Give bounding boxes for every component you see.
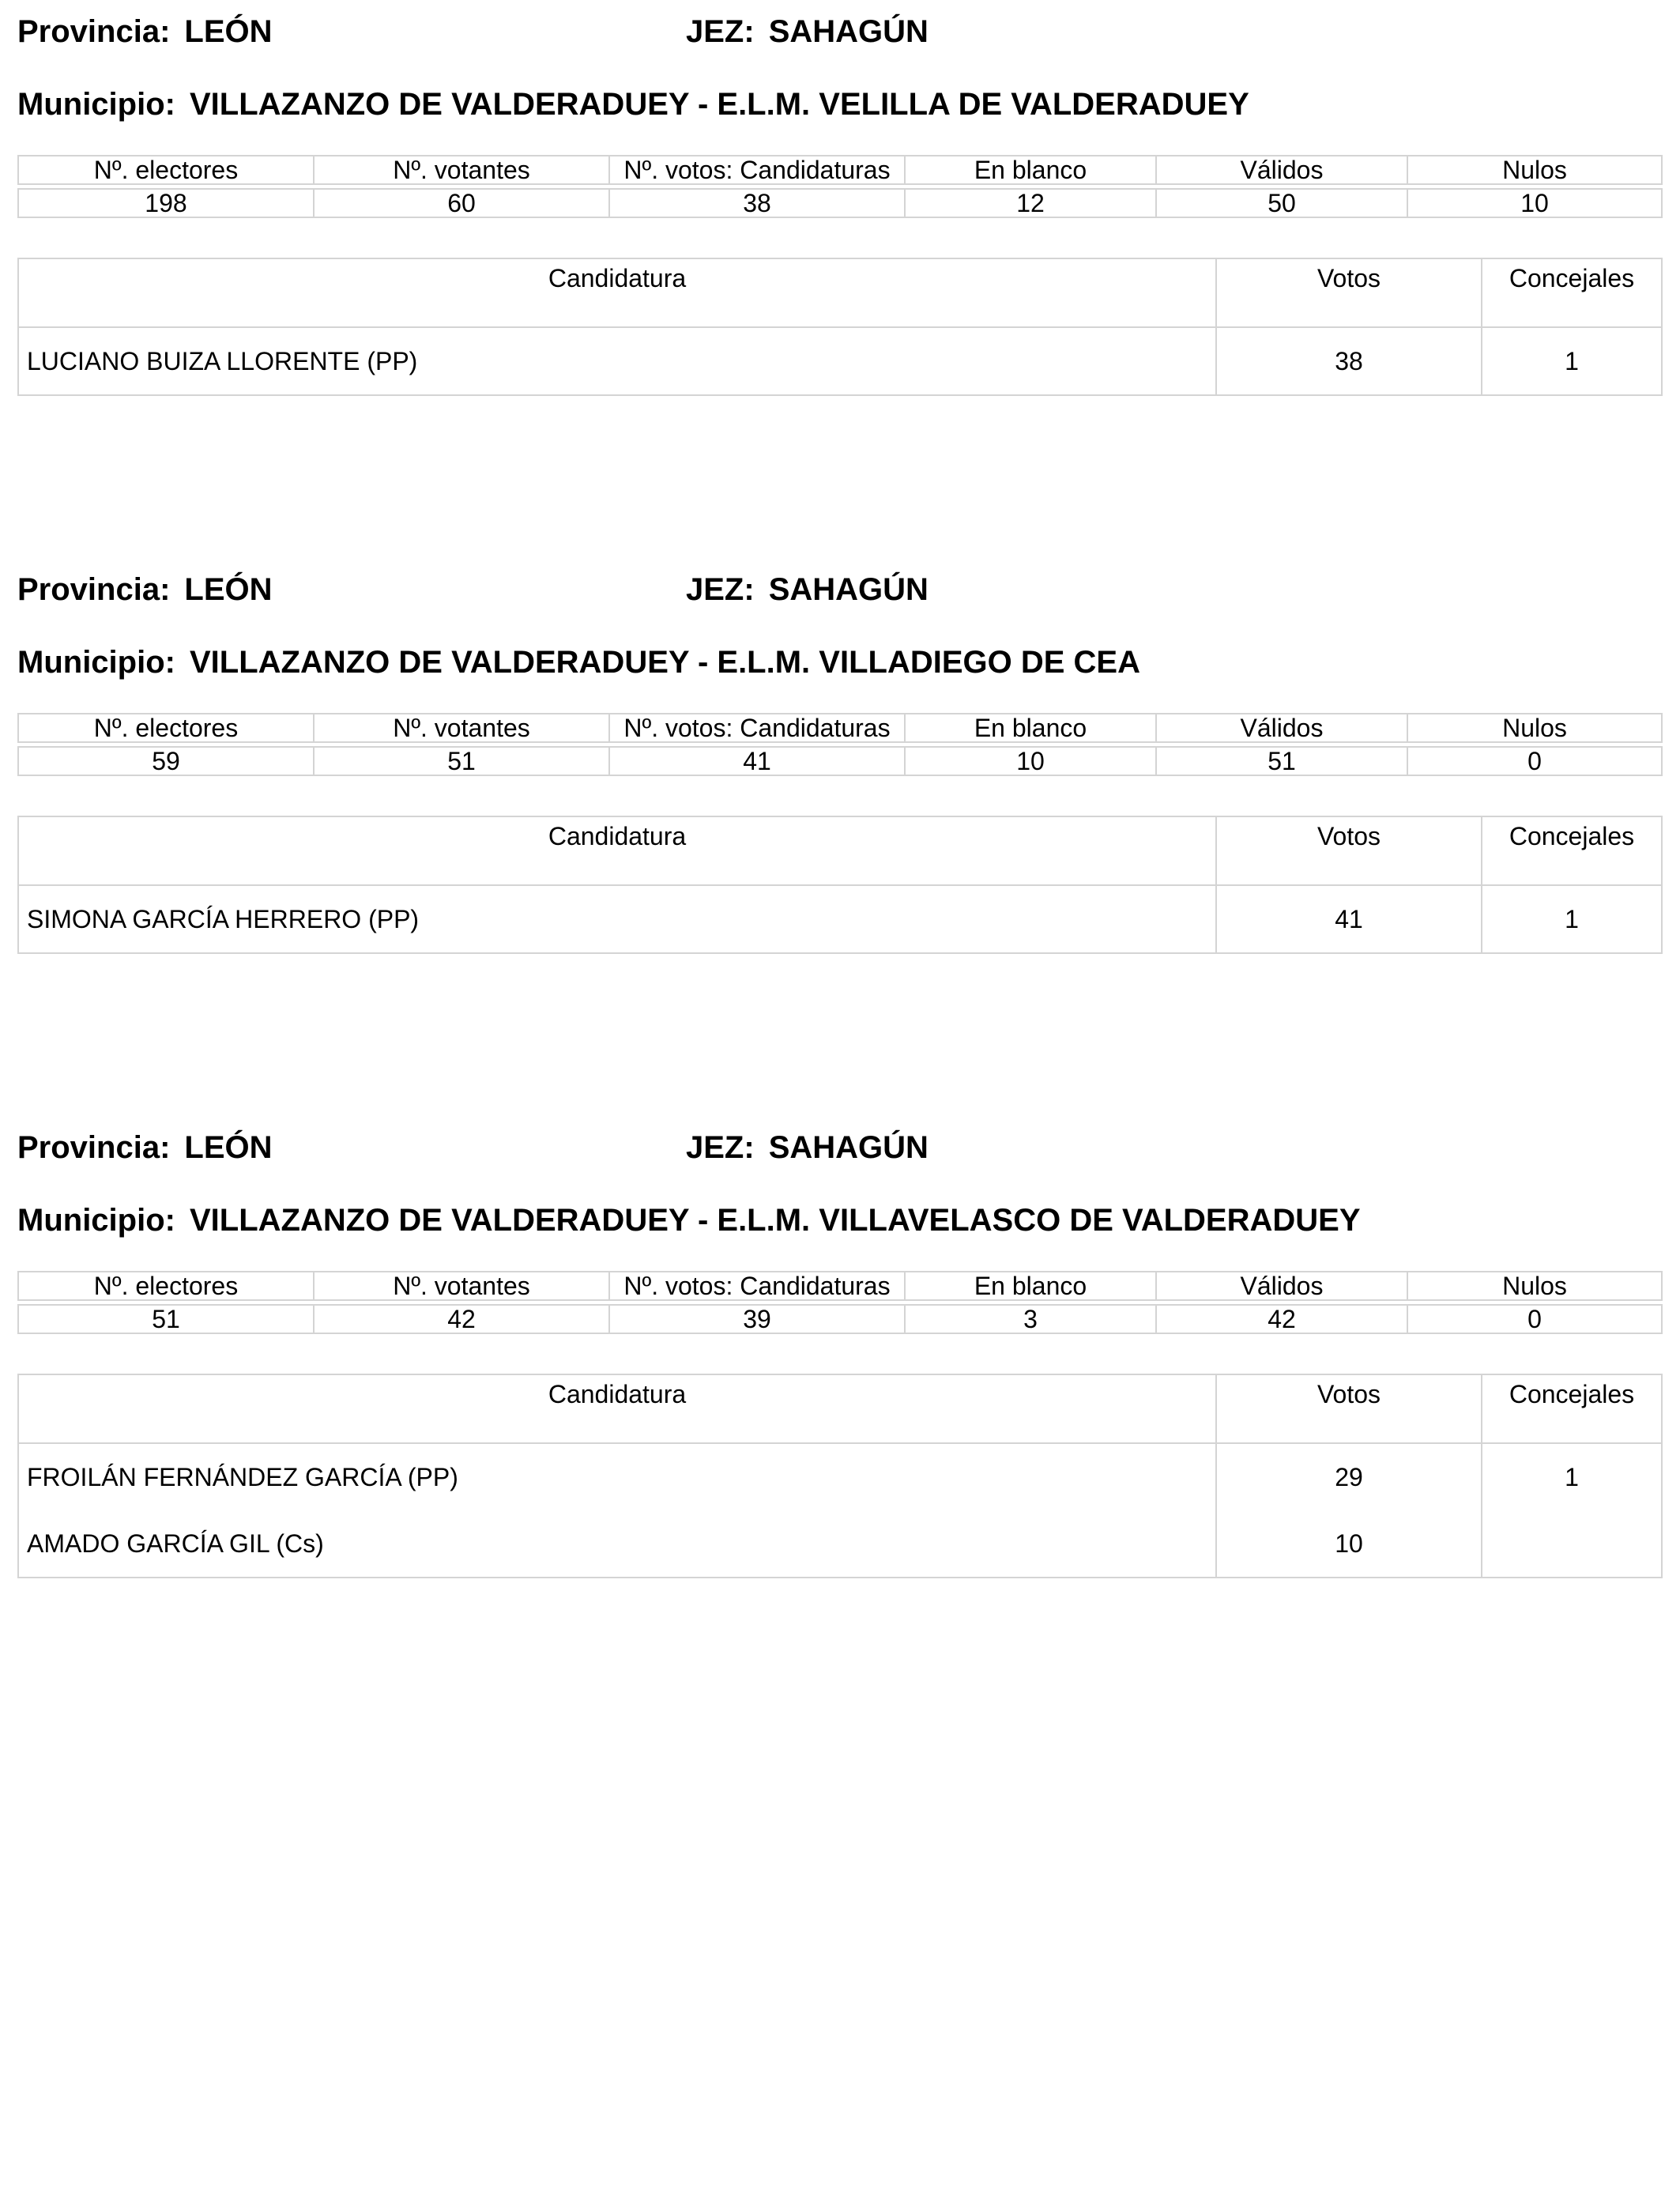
candidates-header-row: [18, 816, 1662, 885]
candidate-concejales: 1: [1482, 1443, 1662, 1510]
validos-value: 42: [1156, 1305, 1407, 1333]
blanco-value: 10: [905, 747, 1156, 775]
section-header: [17, 1130, 1661, 1178]
provincia-value: LEÓN: [184, 14, 273, 49]
stats-value-row: [18, 189, 1662, 217]
municipio-line: [17, 645, 1140, 680]
nulos-value: 0: [1407, 1305, 1662, 1333]
stats-header-row: [18, 1272, 1662, 1300]
candidate-concejales: 1: [1482, 885, 1662, 953]
validos-header: Válidos: [1156, 714, 1407, 742]
nulos-header: Nulos: [1407, 1272, 1662, 1300]
candidate-concejales: [1482, 1510, 1662, 1578]
candidates-header-row: [18, 1374, 1662, 1443]
provincia-line: [17, 1130, 273, 1166]
jez-label: JEZ:: [686, 14, 755, 49]
votos-cand-header: Nº. votos: Candidaturas: [609, 156, 905, 184]
stats-value-row: [18, 747, 1662, 775]
municipio-label: Municipio:: [17, 645, 175, 680]
electores-header: Nº. electores: [18, 714, 314, 742]
nulos-header: Nulos: [1407, 156, 1662, 184]
candidates-table: [17, 258, 1663, 396]
candidate-row: [18, 885, 1662, 953]
provincia-value: LEÓN: [184, 572, 273, 607]
provincia-label: Provincia:: [17, 572, 171, 607]
candidatura-header: Candidatura: [18, 1374, 1216, 1443]
jez-value: SAHAGÚN: [768, 1130, 929, 1165]
votos-cand-value: 38: [609, 189, 905, 217]
votos-header: Votos: [1216, 258, 1482, 327]
candidatura-header: Candidatura: [18, 816, 1216, 885]
candidate-name: SIMONA GARCÍA HERRERO (PP): [18, 885, 1216, 953]
votantes-value: 60: [314, 189, 609, 217]
municipio-line: [17, 87, 1249, 123]
provincia-line: [17, 572, 273, 608]
validos-header: Válidos: [1156, 1272, 1407, 1300]
stats-header-row: [18, 156, 1662, 184]
concejales-header: Concejales: [1482, 1374, 1662, 1443]
provincia-label: Provincia:: [17, 1130, 171, 1165]
jez-value: SAHAGÚN: [768, 572, 929, 607]
candidates-header-row: [18, 258, 1662, 327]
votantes-value: 42: [314, 1305, 609, 1333]
votos-cand-header: Nº. votos: Candidaturas: [609, 1272, 905, 1300]
stats-table: [17, 155, 1663, 218]
section-header: [17, 572, 1661, 620]
candidate-concejales: 1: [1482, 327, 1662, 395]
votantes-header: Nº. votantes: [314, 156, 609, 184]
candidate-votos: 41: [1216, 885, 1482, 953]
votos-cand-value: 41: [609, 747, 905, 775]
municipio-value: VILLAZANZO DE VALDERADUEY - E.L.M. VILLAVELASCO DE VALDERADUEY: [189, 1203, 1361, 1238]
stats-header-row: [18, 714, 1662, 742]
votos-header: Votos: [1216, 1374, 1482, 1443]
blanco-value: 12: [905, 189, 1156, 217]
validos-value: 51: [1156, 747, 1407, 775]
candidate-votos: 29: [1216, 1443, 1482, 1510]
candidate-row: [18, 1443, 1662, 1510]
candidate-name: AMADO GARCÍA GIL (Cs): [18, 1510, 1216, 1578]
municipio-label: Municipio:: [17, 1203, 175, 1238]
municipio-line: [17, 1203, 1361, 1238]
votantes-value: 51: [314, 747, 609, 775]
blanco-header: En blanco: [905, 1272, 1156, 1300]
blanco-header: En blanco: [905, 714, 1156, 742]
electores-value: 59: [18, 747, 314, 775]
nulos-value: 0: [1407, 747, 1662, 775]
results-section-3: [17, 1130, 1661, 1558]
jez-line: [686, 14, 929, 50]
stats-value-row: [18, 1305, 1662, 1333]
candidate-name: FROILÁN FERNÁNDEZ GARCÍA (PP): [18, 1443, 1216, 1510]
candidate-name: LUCIANO BUIZA LLORENTE (PP): [18, 327, 1216, 395]
blanco-value: 3: [905, 1305, 1156, 1333]
provincia-value: LEÓN: [184, 1130, 273, 1165]
validos-value: 50: [1156, 189, 1407, 217]
electores-header: Nº. electores: [18, 156, 314, 184]
nulos-value: 10: [1407, 189, 1662, 217]
municipio-value: VILLAZANZO DE VALDERADUEY - E.L.M. VELILLA DE VALDERADUEY: [189, 87, 1249, 122]
concejales-header: Concejales: [1482, 816, 1662, 885]
municipio-value: VILLAZANZO DE VALDERADUEY - E.L.M. VILLADIEGO DE CEA: [189, 645, 1140, 680]
concejales-header: Concejales: [1482, 258, 1662, 327]
candidate-votos: 10: [1216, 1510, 1482, 1578]
candidatura-header: Candidatura: [18, 258, 1216, 327]
jez-label: JEZ:: [686, 572, 755, 607]
candidate-votos: 38: [1216, 327, 1482, 395]
electores-value: 51: [18, 1305, 314, 1333]
votos-cand-value: 39: [609, 1305, 905, 1333]
candidates-table: [17, 1374, 1663, 1578]
provincia-line: [17, 14, 273, 50]
electores-value: 198: [18, 189, 314, 217]
votantes-header: Nº. votantes: [314, 714, 609, 742]
municipio-label: Municipio:: [17, 87, 175, 122]
results-section-1: [17, 14, 1661, 375]
votantes-header: Nº. votantes: [314, 1272, 609, 1300]
candidate-row: [18, 327, 1662, 395]
candidates-table: [17, 816, 1663, 954]
votos-cand-header: Nº. votos: Candidaturas: [609, 714, 905, 742]
votos-header: Votos: [1216, 816, 1482, 885]
jez-value: SAHAGÚN: [768, 14, 929, 49]
candidate-row: [18, 1510, 1662, 1578]
provincia-label: Provincia:: [17, 14, 171, 49]
blanco-header: En blanco: [905, 156, 1156, 184]
jez-line: [686, 1130, 929, 1166]
stats-table: [17, 1271, 1663, 1334]
jez-line: [686, 572, 929, 608]
stats-table: [17, 713, 1663, 776]
section-header: [17, 14, 1661, 62]
jez-label: JEZ:: [686, 1130, 755, 1165]
results-section-2: [17, 572, 1661, 933]
electores-header: Nº. electores: [18, 1272, 314, 1300]
validos-header: Válidos: [1156, 156, 1407, 184]
nulos-header: Nulos: [1407, 714, 1662, 742]
